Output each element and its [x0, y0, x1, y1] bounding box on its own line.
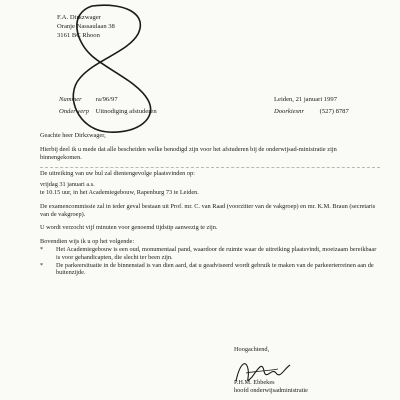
ceremony-date: vrijdag 31 januari a.s. — [40, 181, 95, 189]
meta-block — [274, 94, 349, 118]
sender-name: F.A. Dirkzwager — [57, 14, 101, 21]
subject-label: Onderwerp — [59, 108, 90, 115]
paragraph-2: De uitreiking van uw bul zal dientengevolge plaatsvinden op: — [40, 167, 380, 178]
phone-label: Doorkiesnr — [274, 108, 305, 115]
greeting: Geachte heer Dirkzwager, — [40, 132, 106, 139]
list-item — [40, 246, 380, 262]
signer-name: P.H.M. Ebbekes — [234, 379, 275, 386]
phone-row — [274, 106, 349, 118]
bullet-mark: * — [40, 261, 44, 269]
signer-role: hoofd onderwijsadministratie — [234, 386, 308, 394]
reference-subject-row — [59, 106, 157, 118]
number-value: ra/96/97 — [95, 96, 118, 103]
bullet-text: Het Academiegebouw is een oud, monumentaal pand, waardoor de ruimte waar de uitreiking plaatsvindt, moeizaam bereikbaar is voor gehandicapten, die slecht ter been zijn. — [56, 245, 377, 261]
bullet-text: De parkeersituatie in de binnenstad is van dien aard, dat u geadviseerd wordt gebruik te maken van de parkeerterreinen aan de buitenzijde. — [56, 261, 374, 277]
ceremony-time-location: te 10.15 uur, in het Academiegebouw, Rapenburg 73 te Leiden. — [40, 188, 199, 196]
letter-date: Leiden, 21 januari 1997 — [274, 96, 337, 103]
closing: Hoogachtend, — [234, 346, 270, 353]
subject-value: Uitnodiging afstuderen — [95, 108, 157, 115]
paragraph-committee: De examencommissie zal in ieder geval bestaan uit Prof. mr. C. van Raad (voorzitter van de vakgroep) en mr. K.M. Braun (secretaris van de vakgroep). — [40, 202, 376, 218]
paragraph-notes-intro: Bovendien wijs ik u op het volgende: — [40, 238, 135, 246]
sender-address — [57, 13, 115, 41]
list-item — [40, 262, 380, 278]
notes-list — [40, 246, 380, 277]
reference-number-row — [59, 94, 157, 106]
sender-street: Oranje Nassaulaan 38 — [57, 23, 115, 31]
phone-value: (527) 8787 — [319, 108, 349, 115]
paragraph-arrival: U wordt verzocht vijf minuten voor genoemd tijdstip aanwezig te zijn. — [40, 224, 218, 232]
paragraph-1: Hierbij deel ik u mede dat alle bescheiden welke benodigd zijn voor het afstuderen bij de onderwijsad-ministratie zijn binnengekomen. — [40, 145, 337, 161]
reference-block — [59, 94, 157, 118]
bullet-mark: * — [40, 245, 44, 253]
ceremony-details — [40, 181, 380, 197]
letter-body — [40, 132, 380, 283]
number-label: Nummer — [59, 96, 82, 103]
sender-city: 3161 BC Rhoon — [57, 32, 100, 40]
signer-block — [234, 379, 308, 394]
